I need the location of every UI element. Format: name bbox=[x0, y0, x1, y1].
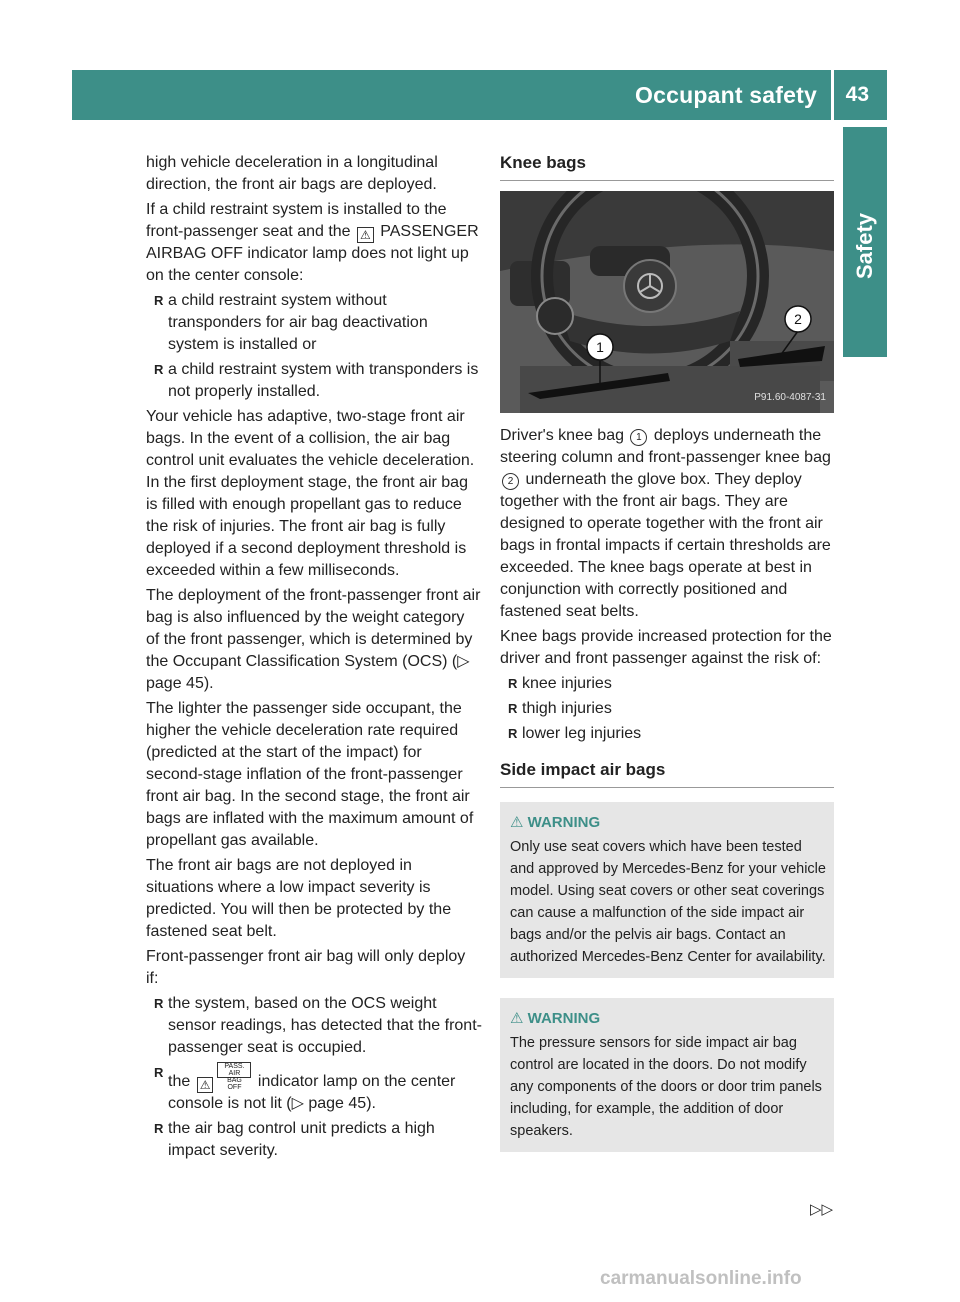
paragraph bbox=[500, 425, 834, 623]
header-divider bbox=[831, 70, 834, 120]
list-item: R knee injuries bbox=[508, 673, 834, 695]
warning-text: The pressure sensors for side impact air bag control are located in the doors. Do not modify any components of the doors or door trim panels including, for example, the addition of door speakers. bbox=[510, 1035, 822, 1140]
list-item bbox=[154, 1062, 482, 1115]
page-reference-link[interactable]: ▷ page 45 bbox=[146, 653, 470, 692]
knee-bags-heading: Knee bags bbox=[500, 152, 834, 181]
paragraph-text: If a child restraint system is installed to the front-passenger seat and the bbox=[146, 201, 447, 240]
list-item: R the air bag control unit predicts a high impact severity. bbox=[154, 1118, 482, 1162]
chapter-tab-label: Safety bbox=[852, 212, 877, 280]
paragraph: Knee bags provide increased protection for the driver and front passenger against the risk of: bbox=[500, 628, 832, 667]
callout-1: 1 bbox=[630, 429, 647, 446]
dashboard-illustration bbox=[500, 191, 834, 413]
watermark: carmanualsonline.info bbox=[600, 1268, 802, 1289]
chapter-tab bbox=[843, 127, 887, 357]
right-column bbox=[500, 152, 834, 1172]
left-column bbox=[146, 152, 482, 1165]
warning-header bbox=[510, 1008, 826, 1030]
passenger-airbag-off-icon: ⚠︎ bbox=[357, 227, 374, 243]
paragraph-text: PASSENGER AIRBAG OFF indicator lamp does not light up on the center console: bbox=[146, 223, 479, 284]
marker-2-label: 2 bbox=[794, 311, 802, 327]
paragraph: Front-passenger front air bag will only deploy if: bbox=[146, 948, 466, 987]
callout-2: 2 bbox=[502, 473, 519, 490]
warning-triangle-icon: ⚠ bbox=[510, 1010, 524, 1028]
warning-box bbox=[500, 998, 834, 1152]
warning-label: WARNING bbox=[527, 814, 601, 832]
warning-box bbox=[500, 802, 834, 978]
continue-arrows-icon: ▷▷ bbox=[810, 1201, 834, 1218]
side-impact-heading: Side impact air bags bbox=[500, 759, 834, 788]
section-title: Occupant safety bbox=[635, 82, 817, 108]
list-item: R thigh injuries bbox=[508, 698, 834, 720]
paragraph: The front air bags are not deployed in situations where a low impact severity is predicted. You will then be protected by the fastened seat belt. bbox=[146, 857, 452, 940]
paragraph bbox=[146, 585, 482, 695]
passenger-airbag-off-icon: ⚠︎ bbox=[197, 1077, 214, 1093]
pass-airbag-off-label: PASS. AIR BAG OFF bbox=[217, 1062, 251, 1078]
paragraph-text: ). bbox=[203, 675, 214, 692]
marker-1-label: 1 bbox=[596, 339, 604, 355]
paragraph bbox=[146, 199, 482, 287]
list-item: R a child restraint system with transponders is not properly installed. bbox=[154, 359, 482, 403]
list-item-text: the bbox=[168, 1073, 191, 1090]
paragraph-text: underneath the glove box. They deploy together with the front air bags. They are designed to operate together with the front air bags in frontal impacts if certain thresholds are exceeded. The knee bags operate at best in conjunction with correctly positioned and fastened seat belts. bbox=[500, 471, 831, 620]
paragraph-text: deploys underneath the steering column and front-passenger knee bag bbox=[500, 427, 831, 466]
warning-label: WARNING bbox=[527, 1010, 601, 1028]
list-item: R a child restraint system without transponders for air bag deactivation system is installed or bbox=[154, 290, 482, 356]
list-item: R the system, based on the OCS weight sensor readings, has detected that the front-passenger seat is occupied. bbox=[154, 993, 482, 1059]
page-header bbox=[72, 70, 887, 120]
paragraph: The lighter the passenger side occupant, the higher the vehicle deceleration rate required (predicted at the start of the impact) for second-stage inflation of the front-passenger front air bag. In the second stage, the front air bags are inflated with the maximum amount of propellant gas available. bbox=[146, 700, 474, 849]
paragraph-text: The deployment of the front-passenger front air bag is also influenced by the weight category of the front passenger, which is determined by the Occupant Classification System (OCS) ( bbox=[146, 587, 481, 670]
list-item-text: ). bbox=[366, 1095, 376, 1112]
list-item: R lower leg injuries bbox=[508, 723, 834, 745]
page-reference-link[interactable]: ▷ page 45 bbox=[291, 1095, 367, 1112]
page-number: 43 bbox=[845, 83, 869, 106]
paragraph: high vehicle deceleration in a longitudinal direction, the front air bags are deployed. bbox=[146, 154, 438, 193]
paragraph: Your vehicle has adaptive, two-stage front air bags. In the event of a collision, the air bag control unit evaluates the vehicle deceleration. In the first deployment stage, the front air bag is filled with enough propellant gas to reduce the risk of injuries. The front air bag is fully deployed if a second deployment threshold is exceeded within a few milliseconds. bbox=[146, 408, 475, 579]
list-item-text: indicator lamp on the center console is not lit ( bbox=[168, 1073, 456, 1112]
warning-text: Only use seat covers which have been tested and approved by Mercedes-Benz for your vehicle model. Using seat covers or other seat coverings can cause a malfunction of the side impact air bags and/or the pelvis air bags. Contact an authorized Mercedes-Benz Center for availability. bbox=[510, 839, 826, 966]
warning-header bbox=[510, 812, 826, 834]
photo-code: P91.60-4087-31 bbox=[754, 392, 826, 403]
warning-triangle-icon: ⚠ bbox=[510, 814, 524, 832]
paragraph-text: Driver's knee bag bbox=[500, 427, 624, 444]
knee-bag-photo bbox=[500, 191, 834, 413]
